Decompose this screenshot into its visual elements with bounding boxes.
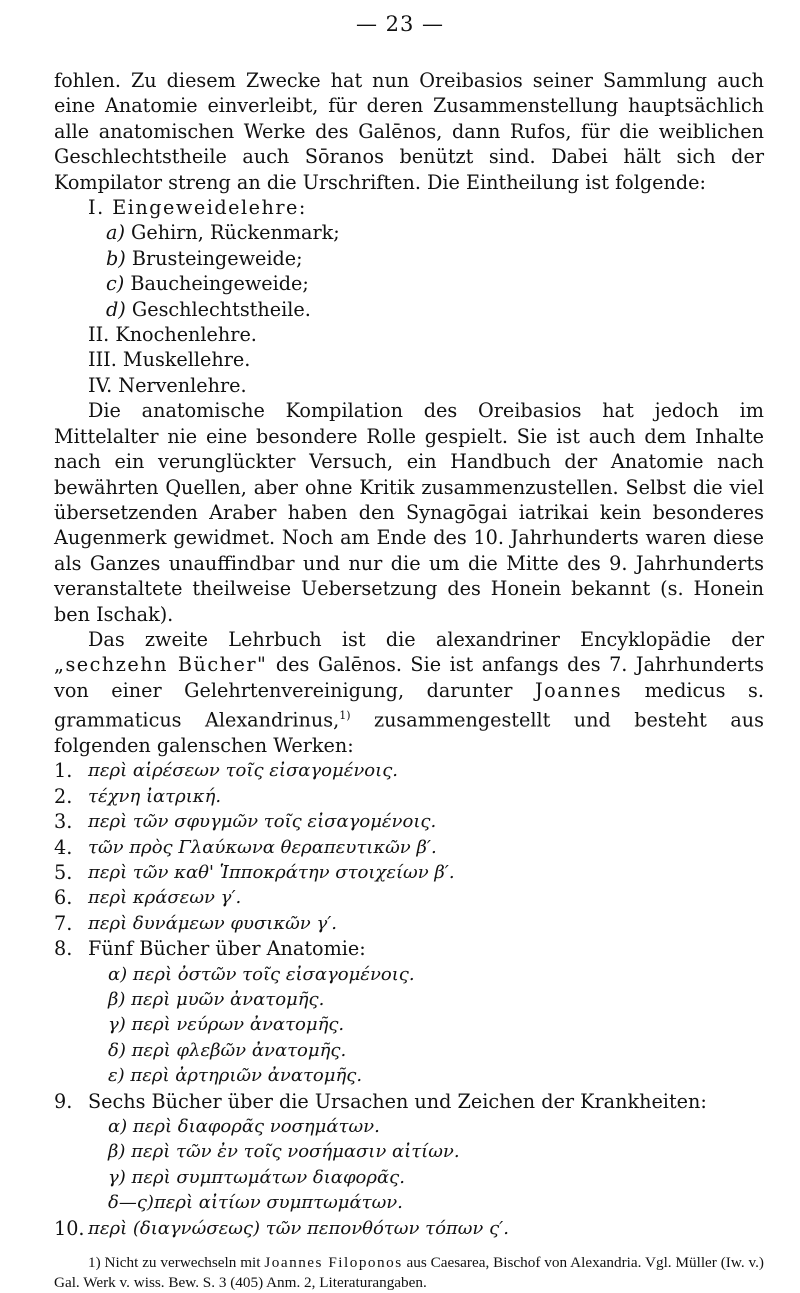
list-item: 4. τῶν πρὸς Γλαύκωνα θεραπευτικῶν β′.	[54, 835, 437, 859]
outline-sub-d: d) Geschlechtstheile.	[106, 297, 311, 321]
list-subitem: δ) περὶ φλεβῶν ἀνατομῆς.	[108, 1039, 347, 1061]
list-subitem: β) περὶ μυῶν ἀνατομῆς.	[108, 989, 325, 1011]
outline-roman-2: II. Knochenlehre.	[88, 323, 257, 347]
list-item: 10. περὶ (διαγνώσεως) τῶν πεπονθότων τόπων ς′.	[54, 1216, 509, 1240]
books-list	[54, 758, 764, 961]
list-item: 2. τέχνη ἰατρική.	[54, 784, 222, 808]
list-subitem: α) περὶ διαφορᾶς νοσημάτων.	[108, 1116, 380, 1138]
list-subitem: ε) περὶ ἀρτηριῶν ἀνατομῆς.	[108, 1065, 363, 1087]
outline-roman-4: IV. Nervenlehre.	[88, 373, 247, 397]
list-item: 7. περὶ δυνάμεων φυσικῶν γ′.	[54, 911, 338, 935]
list-subitem: β) περὶ τῶν ἐν τοῖς νοσήμασιν αἰτίων.	[108, 1141, 460, 1163]
outline-roman-3: III. Muskellehre.	[88, 348, 251, 372]
outline-heading: I. Eingeweidelehre:	[88, 196, 307, 220]
outline-sub-a: a) Gehirn, Rückenmark;	[106, 221, 340, 245]
list-item: 5. περὶ τῶν καθ' Ἱπποκράτην στοιχείων β′.	[54, 860, 455, 884]
paragraph-intro: fohlen. Zu diesem Zwecke hat nun Oreibasios seiner Sammlung auch eine Anatomie einverleibt, für deren Zusammenstellung hauptsächlich alle anatomischen Werke des Galēnos, dann Rufos, für die weiblichen Geschlechtstheile auch Sōranos benützt sind. Dabei hält sich der Kompilator streng an die Urschriften. Die Eintheilung ist folgende:	[54, 69, 764, 194]
page-body	[54, 68, 764, 1293]
list-item: 1. περὶ αἱρέσεων τοῖς εἰσαγομένοις.	[54, 759, 398, 783]
list-item: 6. περὶ κράσεων γ′.	[54, 886, 242, 910]
outline-sub-b: b) Brusteingeweide;	[106, 246, 303, 270]
list-subitem: γ) περὶ συμπτωμάτων διαφορᾶς.	[108, 1166, 405, 1188]
list-subitem: γ) περὶ νεύρων ἀνατομῆς.	[108, 1014, 345, 1036]
footnote: 1) Nicht zu verwechseln mit Joannes Filoponos aus Caesarea, Bischof von Alexandria. Vgl. Müller (Iw. v.) Gal. Werk v. wiss. Bew. S. 3 (405) Anm. 2, Literaturangaben.	[54, 1254, 764, 1292]
paragraph-second-textbook: Das zweite Lehrbuch ist die alexandriner Encyklopädie der „sechzehn Bücher" des Galēnos. Sie ist anfangs des 7. Jahrhunderts von einer Gelehrtenvereinigung, darunter Joannes medicus s. grammaticus Alexandrinus,$^{1)}$ zusammengestellt und besteht aus folgenden galenschen Werken:	[54, 627, 764, 757]
list-item: 3. περὶ τῶν σφυγμῶν τοῖς εἰσαγομένοις.	[54, 810, 437, 834]
author-name: Joannes	[534, 678, 623, 702]
paragraph-compilation: Die anatomische Kompilation des Oreibasios hat jedoch im Mittelalter nie eine besondere Rolle gespielt. Sie ist auch dem Inhalte nach ein verunglückter Versuch, ein Handbuch der Anatomie nach bewährten Quellen, aber ohne Kritik zusammenzustellen. Selbst die viel übersetzenden Araber haben den Synagōgai iatrikai kein besonderes Augenmerk gewidmet. Noch am Ende des 10. Jahrhunderts waren diese als Ganzes unauffindbar und nur die um die Mitte des 9. Jahrhunderts veranstaltete theilweise Uebersetzung des Honein bekannt (s. Honein ben Ischak).	[54, 399, 764, 626]
page-number: — 23 —	[355, 12, 445, 36]
sixteen-books-term: „sechzehn Bücher"	[54, 653, 268, 677]
list-item: 9. Sechs Bücher über die Ursachen und Zeichen der Krankheiten:	[54, 1089, 707, 1113]
list-subitem: δ—ς)περὶ αἰτίων συμπτωμάτων.	[108, 1192, 403, 1214]
footnote-reference: 1)	[339, 709, 351, 723]
outline-sub-c: c) Baucheingeweide;	[106, 272, 309, 296]
list-item: 8. Fünf Bücher über Anatomie:	[54, 937, 366, 961]
list-subitem: α) περὶ ὀστῶν τοῖς εἰσαγομένοις.	[108, 963, 415, 985]
